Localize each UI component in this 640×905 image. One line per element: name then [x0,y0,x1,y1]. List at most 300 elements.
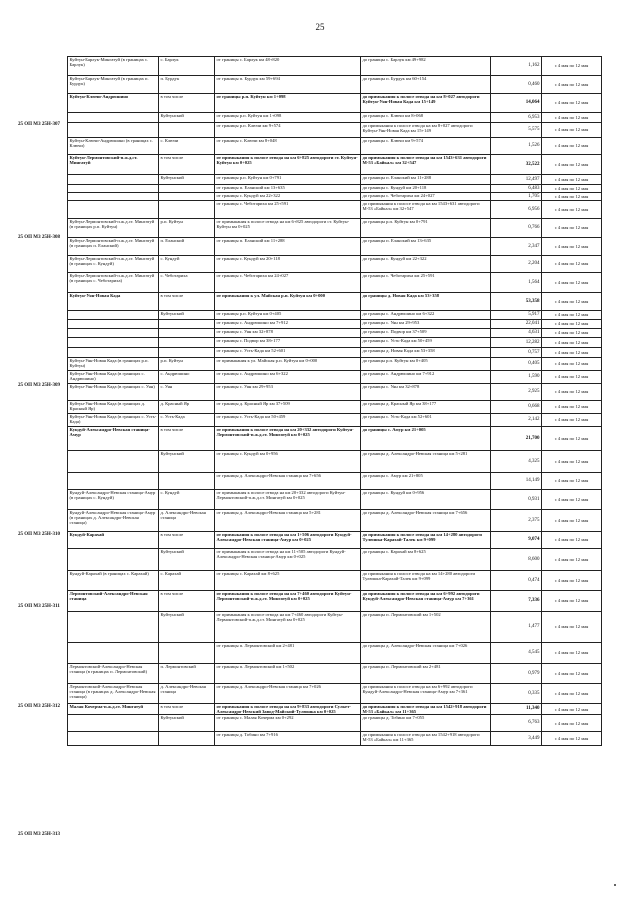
length-cell: 6,956 [491,201,542,219]
start-cell: от границы р.п. Куйтун км 1+098 [215,113,361,123]
start-cell: от границы с. Чеботариха км 25+591 [215,201,361,219]
end-cell: до границы с. Андрюшино км 7+912 [361,371,491,384]
table-row [68,175,602,185]
end-cell: до границы с. Чеботариха км 24+027 [361,193,491,201]
table-row [68,532,602,549]
route-cell: Малая Кочерма-п.ж.д.ст. Мингатуй [68,704,159,715]
period-cell: с 4 мая по 12 мая [542,201,602,219]
table-row [68,612,602,643]
end-cell: до границы с. Амур км 21+805 [361,473,491,490]
district-cell: п. Бурдук [159,76,215,94]
length-cell: 1,564 [491,273,542,293]
district-cell: Куйтунский [159,612,215,643]
table-row [68,293,602,311]
district-cell [159,123,215,138]
route-cell: Куйтун-Лермонтовский-п.ж.д.ст. Мингатуй (в границах р.п. Куйтун) [68,219,159,238]
period-cell: с 4 мая по 12 мая [542,193,602,201]
district-cell [159,193,215,201]
route-cell: Куйтун-Уян-Новая Када (в границах д. Красный Яр) [68,401,159,414]
period-cell: с 4 мая по 12 мая [542,549,602,571]
period-cell: с 4 мая по 12 мая [542,338,602,348]
length-cell: 12,497 [491,175,542,185]
route-cell [68,473,159,490]
start-cell: от границы с. Усть-Када км 52+601 [215,348,361,358]
end-cell: до примыкания к полосе отвода на км 1543+631 автодороги М-53 «Байкал» км 32+547 [361,201,491,219]
period-cell: с 4 мая по 12 мая [542,175,602,185]
length-cell: 0,474 [491,571,542,591]
period-cell: с 4 мая по 12 мая [542,76,602,94]
start-cell: от границы с. Усть-Када км 50+459 [215,414,361,427]
length-cell: 0,335 [491,684,542,704]
end-cell: до примыкания к полосе отвода на км 8+027 автодороги Куйтун-Уян-Новая Када км 15+149 [361,123,491,138]
period-cell: с 4 мая по 12 мая [542,329,602,338]
table-row [68,371,602,384]
table-row [68,155,602,175]
table-row [68,238,602,256]
period-cell: с 4 мая по 12 мая [542,664,602,684]
route-cell: Кундуй-Карахай (в границах с. Карахай) [68,571,159,591]
length-cell: 9,074 [491,532,542,549]
road-number: 25 ОП МЗ 25Н-313 [18,832,60,837]
table-row [68,715,602,732]
start-cell: от границы с. Подвор км 38+177 [215,338,361,348]
district-cell: Куйтунский [159,549,215,571]
start-cell: от границы р.п. Куйтун км 1+098 [215,94,361,113]
length-cell: 5,575 [491,123,542,138]
period-cell: с 4 мая по 12 мая [542,185,602,193]
route-cell [68,348,159,358]
start-cell: от границы п. Лермонтовский км 2+481 [215,643,361,664]
table-row [68,591,602,612]
end-cell: до границы д. Новая Када км 53+358 [361,348,491,358]
district-cell: с. Уян [159,384,215,401]
start-cell: от границы с. Ключи км 8+048 [215,138,361,155]
route-cell [68,643,159,664]
district-cell: в том числе [159,704,215,715]
table-row [68,643,602,664]
table-row [68,549,602,571]
road-number: 25 ОП МЗ 25Н-312 [18,704,60,709]
district-cell [159,329,215,338]
route-cell: Кундуй-Александро-Невская станица-Амур (в границах д. Александро-Невская станица) [68,510,159,532]
end-cell: до границы р.п. Куйтун км 0+791 [361,219,491,238]
end-cell: до границы с. Кундуй км 20+118 [361,185,491,193]
district-cell: п. Лермонтовский [159,664,215,684]
length-cell: 4,631 [491,329,542,338]
district-cell [159,320,215,329]
district-cell: Куйтунский [159,715,215,732]
route-cell [68,193,159,201]
end-cell: до границы д. Тобино км 7+055 [361,715,491,732]
road-number: 25 ОП МЗ 25Н-311 [18,604,60,609]
route-cell: Куйтун-Уян-Новая Када (в границах с. Андрюшино) [68,371,159,384]
road-number: 25 ОП МЗ 25Н-309 [18,383,60,388]
page-number: 25 [315,22,325,32]
page-dot [614,884,616,886]
length-cell: 2,375 [491,510,542,532]
length-cell: 14,149 [491,473,542,490]
table-row [68,311,602,320]
end-cell: до примыкания к полосе отвода на км 1543+631 автодороги М-53 «Байкал» км 32+547 [361,155,491,175]
period-cell: с 4 мая по 12 мая [542,532,602,549]
length-cell: 1,526 [491,138,542,155]
end-cell: до границы с. Андрюшино км 6+322 [361,311,491,320]
table-row [68,123,602,138]
start-cell: от границы р.п. Куйтун км 0+405 [215,311,361,320]
period-cell: с 4 мая по 12 мая [542,293,602,311]
period-cell: с 4 мая по 12 мая [542,451,602,473]
length-cell: 53,358 [491,293,542,311]
end-cell: до границы с. Чеботариха км 25+591 [361,273,491,293]
length-cell: 2,347 [491,238,542,256]
start-cell: от примыкания к полосе отвода на км 9+833 автодороги Сулкет-Александро-Невский Завод-Майский-Тулюшка км 0+025 [215,704,361,715]
table-row [68,664,602,684]
start-cell: от границы с. Уян км 32+878 [215,329,361,338]
route-cell: Кундуй-Александро-Невская станица-Амур [68,427,159,451]
start-cell: от границы с. Чеботариха км 24+027 [215,273,361,293]
length-cell: 6,763 [491,715,542,732]
end-cell: до границы с. Усть-Када км 50+459 [361,338,491,348]
length-cell: 14,064 [491,94,542,113]
table-row [68,414,602,427]
length-cell: 2,204 [491,256,542,273]
start-cell: от примыкания к полосе отвода на км 20+332 автодороги Куйтун-Лермонтовский-п.ж.д.ст. Мингатуй км 0+025 [215,490,361,510]
table-row [68,201,602,219]
end-cell: до границы с. Кундуй км 0+956 [361,490,491,510]
period-cell: с 4 мая по 12 мая [542,591,602,612]
start-cell: от границы с. Кундуй км 20+118 [215,256,361,273]
district-cell: д. Александро-Невская станица [159,684,215,704]
table-row [68,358,602,371]
start-cell: от границы с. Уян км 29+953 [215,384,361,401]
length-cell: 1,590 [491,371,542,384]
length-cell: 6,953 [491,113,542,123]
start-cell: от границы д. Красный Яр км 37+509 [215,401,361,414]
end-cell: до границы р.п. Куйтун км 0+405 [361,358,491,371]
district-cell [159,348,215,358]
table-row [68,219,602,238]
length-cell: 21,700 [491,427,542,451]
district-cell [159,643,215,664]
road-number: 25 ОП МЗ 25Н-310 [18,532,60,537]
period-cell: с 4 мая по 12 мая [542,490,602,510]
district-cell: с. Карахай [159,571,215,591]
period-cell: с 4 мая по 12 мая [542,123,602,138]
period-cell: с 4 мая по 12 мая [542,348,602,358]
route-cell [68,715,159,732]
route-cell: Куйтун-Ключи-Андрюшино [68,94,159,113]
road-number: 25 ОП МЗ 25Н-307 [18,122,60,127]
district-cell: в том числе [159,427,215,451]
period-cell: с 4 мая по 12 мая [542,371,602,384]
route-cell: Куйтун-Уян-Новая Када (в границах с. Усть-Када) [68,414,159,427]
district-cell [159,732,215,746]
district-cell: с. Ключи [159,138,215,155]
start-cell: от границы п. Бурдук км 59+694 [215,76,361,94]
table-row [68,571,602,591]
length-cell: 1,162 [491,57,542,76]
district-cell [159,201,215,219]
district-cell: в том числе [159,155,215,175]
route-cell [68,549,159,571]
start-cell: от границы д. Александро-Невская станица км 7+656 [215,473,361,490]
period-cell: с 4 мая по 12 мая [542,401,602,414]
period-cell: с 4 мая по 12 мая [542,219,602,238]
route-cell [68,201,159,219]
district-cell: с. Усть-Када [159,414,215,427]
table-row [68,451,602,473]
route-cell: Лермонтовский-Александро-Невская станица [68,591,159,612]
end-cell: до примыкания к полосе отвода на км 6+992 автодороги Кундуй-Александро-Невская станица-Амур км 7+361 [361,591,491,612]
district-cell: р.п. Куйтун [159,358,215,371]
length-cell: 0,766 [491,219,542,238]
route-cell [68,329,159,338]
start-cell: от границы с. Карахай км 8+625 [215,571,361,591]
table-row [68,427,602,451]
end-cell: до примыкания к полосе отвода на км 6+992 автодороги Кундуй-Александро-Невская станица-Амур км 7+361 [361,684,491,704]
district-cell: п. Еланский [159,238,215,256]
start-cell: от примыкания к ул. Майская р.п. Куйтун км 0+000 [215,358,361,371]
start-cell: от границы д. Александро-Невская станица км 7+026 [215,684,361,704]
length-cell: 0,979 [491,664,542,684]
table-row [68,401,602,414]
route-cell: Куйтун-Ключи-Андрюшино (в границах с. Ключи) [68,138,159,155]
length-cell: 7,336 [491,591,542,612]
start-cell: от границы с. Кундуй км 0+956 [215,451,361,473]
length-cell: 22,041 [491,320,542,329]
district-cell: д. Александро-Невская станица [159,510,215,532]
route-cell: Кундуй-Карахай [68,532,159,549]
start-cell: от границы с. Кундуй км 22+322 [215,193,361,201]
length-cell: 0,460 [491,76,542,94]
table-row [68,732,602,746]
table-row [68,94,602,113]
route-cell [68,123,159,138]
district-cell: с. Чеботариха [159,273,215,293]
period-cell: с 4 мая по 12 мая [542,138,602,155]
period-cell: с 4 мая по 12 мая [542,320,602,329]
district-cell: в том числе [159,591,215,612]
end-cell: до примыкания к полосе отвода на км 1542+918 автодороги М-53 «Байкал» км 11+365 [361,704,491,715]
period-cell: с 4 мая по 12 мая [542,684,602,704]
period-cell: с 4 мая по 12 мая [542,643,602,664]
period-cell: с 4 мая по 12 мая [542,414,602,427]
start-cell: от границы п. Еланский км 11+288 [215,238,361,256]
start-cell: от примыкания к полосе отвода на км 7+460 автодороги Куйтун-Лермонтовский-п.ж.д.ст. Мингатуй км 0+025 [215,612,361,643]
restrictions-table [67,56,602,746]
period-cell: с 4 мая по 12 мая [542,57,602,76]
end-cell: до границы с. Подвор км 37+509 [361,329,491,338]
road-number: 25 ОП МЗ 25Н-308 [18,235,60,240]
route-cell: Куйтун-Уян-Новая Када (в границах р.п. Куйтун) [68,358,159,371]
start-cell: от примыкания к полосе отвода на км 6+825 автодороги ст. Куйтун-Куйтун км 0+025 [215,155,361,175]
district-cell: Куйтунский [159,113,215,123]
end-cell: до границы д. Красный Яр км 38+177 [361,401,491,414]
district-cell: Куйтунский [159,175,215,185]
length-cell: 0,757 [491,348,542,358]
district-cell: Куйтунский [159,451,215,473]
route-cell: Куйтун-Барлук-Мингатуй (в границах п. Бурдук) [68,76,159,94]
table-row [68,256,602,273]
period-cell: с 4 мая по 12 мая [542,715,602,732]
table-row [68,704,602,715]
table-row [68,138,602,155]
table-row [68,185,602,193]
start-cell: от примыкания к полосе отвода на км 1+506 автодороги Кундуй-Александро-Невская станица-Амур км 0+025 [215,532,361,549]
route-cell: Куйтун-Уян-Новая Када (в границах с. Уян) [68,384,159,401]
table-row [68,57,602,76]
table-row [68,490,602,510]
district-cell: в том числе [159,94,215,113]
route-cell [68,185,159,193]
start-cell: от примыкания к ул. Майская р.п. Куйтун км 0+000 [215,293,361,311]
start-cell: от границы с. Андрюшино км 7+912 [215,320,361,329]
length-cell: 12,282 [491,338,542,348]
end-cell: до границы д. Александро-Невская станица км 5+281 [361,451,491,473]
table-row [68,338,602,348]
length-cell: 11,340 [491,704,542,715]
route-cell: Куйтун-Лермонтовский-п.ж.д.ст. Мингатуй (в границах с. Кундуй) [68,256,159,273]
district-cell [159,338,215,348]
end-cell: до границы с. Карахай км 8+625 [361,549,491,571]
end-cell: до примыкания к полосе отвода на км 14+280 автодороги Тулюшка-Карахай-Талек км 9+099 [361,532,491,549]
start-cell: от примыкания к полосе отвода на км 6+825 автодороги ст. Куйтун-Куйтун км 0+025 [215,219,361,238]
length-cell: 5,917 [491,311,542,320]
period-cell: с 4 мая по 12 мая [542,238,602,256]
route-cell [68,175,159,185]
period-cell: с 4 мая по 12 мая [542,732,602,746]
end-cell: до границы п. Еланский км 13+635 [361,238,491,256]
route-cell: Кундуй-Александро-Невская станица-Амур (в границах с. Кундуй) [68,490,159,510]
start-cell: от границы д. Александро-Невская станица км 5+281 [215,510,361,532]
start-cell: от границы с. Барлук км 48+820 [215,57,361,76]
end-cell: до границы с. Ключи км 8+068 [361,113,491,123]
end-cell: до границы д. Александро-Невская станица км 7+026 [361,643,491,664]
period-cell: с 4 мая по 12 мая [542,612,602,643]
period-cell: с 4 мая по 12 мая [542,311,602,320]
end-cell: до границы п. Лермонтовский км 2+481 [361,664,491,684]
end-cell: до границы с. Кундуй км 22+322 [361,256,491,273]
district-cell: в том числе [159,532,215,549]
table-row [68,329,602,338]
table-row [68,510,602,532]
length-cell: 6,483 [491,185,542,193]
end-cell: до границы с. Ключи км 9+574 [361,138,491,155]
end-cell: до примыкания к полосе отвода на км 14+280 автодороги Тулюшка-Карахай-Талек км 9+099 [361,571,491,591]
route-cell: Куйтун-Лермонтовский-п.ж.д.ст. Мингатуй (в границах с. Чеботариха) [68,273,159,293]
table-row [68,113,602,123]
end-cell: до границы с. Амур км 21+005 [361,427,491,451]
district-cell: с. Кундуй [159,256,215,273]
period-cell: с 4 мая по 12 мая [542,384,602,401]
route-cell [68,338,159,348]
length-cell: 32,522 [491,155,542,175]
start-cell: от примыкания к полосе отвода на км 20+332 автодороги Куйтун-Лермонтовский-п.ж.д.ст. Мингатуй км 0+025 [215,427,361,451]
start-cell: от границы д. Тобино км 7+916 [215,732,361,746]
table-row [68,348,602,358]
route-cell [68,311,159,320]
length-cell: 1,477 [491,612,542,643]
table-row [68,473,602,490]
route-cell [68,612,159,643]
route-cell [68,732,159,746]
district-cell [159,473,215,490]
district-cell [159,185,215,193]
period-cell: с 4 мая по 12 мая [542,510,602,532]
route-cell [68,451,159,473]
period-cell: с 4 мая по 12 мая [542,704,602,715]
period-cell: с 4 мая по 12 мая [542,113,602,123]
period-cell: с 4 мая по 12 мая [542,427,602,451]
route-cell [68,320,159,329]
period-cell: с 4 мая по 12 мая [542,273,602,293]
table-row [68,76,602,94]
district-cell: с. Барлук [159,57,215,76]
district-cell: д. Красный Яр [159,401,215,414]
table-row [68,320,602,329]
length-cell: 1,705 [491,193,542,201]
district-cell: с. Кундуй [159,490,215,510]
length-cell: 0,668 [491,401,542,414]
end-cell: до границы с. Уян км 29+953 [361,320,491,329]
route-cell: Куйтун-Уян-Новая Када [68,293,159,311]
period-cell: с 4 мая по 12 мая [542,571,602,591]
start-cell: от примыкания к полосе отвода на км 7+460 автодороги Куйтун-Лермонтовский-п.ж.д.ст. Мингатуй км 0+025 [215,591,361,612]
route-cell: Лермонтовский-Александро-Невская станица (в границах п. Лермонтовский) [68,664,159,684]
route-cell: Куйтун-Лермонтовский-п.ж.д.ст. Мингатуй (в границах п. Еланский) [68,238,159,256]
period-cell: с 4 мая по 12 мая [542,256,602,273]
length-cell: 0,931 [491,490,542,510]
end-cell: до границы с. Барлук км 49+982 [361,57,491,76]
period-cell: с 4 мая по 12 мая [542,94,602,113]
table-row [68,273,602,293]
start-cell: от границы с. Малая Кочерма км 0+292 [215,715,361,732]
end-cell: до границы с. Усть-Када км 52+601 [361,414,491,427]
length-cell: 2,925 [491,384,542,401]
route-cell: Куйтун-Лермонтовский-п.ж.д.ст. Мингатуй [68,155,159,175]
period-cell: с 4 мая по 12 мая [542,473,602,490]
start-cell: от границы р.п. Ключи км 9+574 [215,123,361,138]
route-cell [68,113,159,123]
table-row [68,193,602,201]
start-cell: от границы р.п. Куйтун км 0+791 [215,175,361,185]
table-row [68,384,602,401]
end-cell: до границы п. Лермонтовский км 1+502 [361,612,491,643]
district-cell: Куйтунский [159,311,215,320]
district-cell: с. Андрюшино [159,371,215,384]
start-cell: от примыкания к полосе отвода на км 11+505 автодороги Кундуй-Александро-Невская станица-Амур км 0+025 [215,549,361,571]
start-cell: от границы с. Андрюшино км 6+322 [215,371,361,384]
end-cell: до примыкания к полосе отвода на км 8+027 автодороги Куйтун-Уян-Новая Када км 15+149 [361,94,491,113]
length-cell: 8,600 [491,549,542,571]
route-cell: Лермонтовский-Александро-Невская станица (в границах д. Александро-Невская станица) [68,684,159,704]
district-cell: в том числе [159,293,215,311]
end-cell: до границы п. Еланский км 11+288 [361,175,491,185]
start-cell: от границы п. Еланский км 13+635 [215,185,361,193]
period-cell: с 4 мая по 12 мая [542,155,602,175]
end-cell: до границы д. Александро-Невская станица км 7+656 [361,510,491,532]
length-cell: 4,325 [491,451,542,473]
length-cell: 0,405 [491,358,542,371]
length-cell: 4,545 [491,643,542,664]
end-cell: до границы п. Бурдук км 60+154 [361,76,491,94]
period-cell: с 4 мая по 12 мая [542,358,602,371]
end-cell: до примыкания к полосе отвода на км 1542+918 автодороги М-53 «Байкал» км 11+365 [361,732,491,746]
table-row [68,684,602,704]
end-cell: до границы д. Новая Када км 53+358 [361,293,491,311]
length-cell: 2,142 [491,414,542,427]
district-cell: р.п. Куйтун [159,219,215,238]
